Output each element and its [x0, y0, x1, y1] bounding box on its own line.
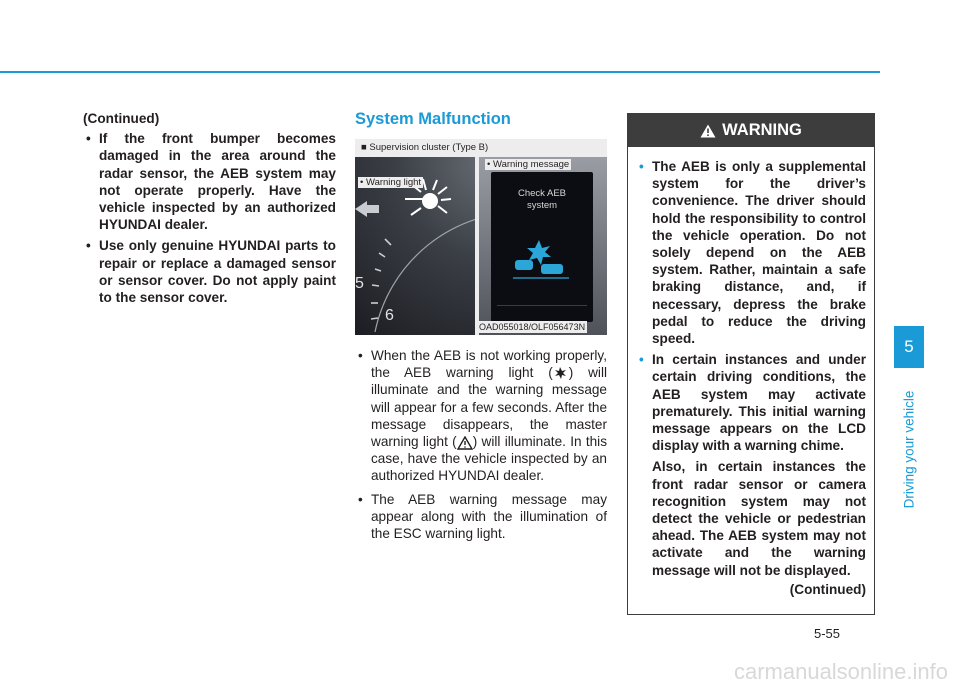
- page-number: 5-55: [814, 626, 841, 641]
- list-item: • Use only genuine HYUNDAI parts to repair or replace a damaged sensor or sensor cover. Do not apply paint to the sensor cover.: [83, 237, 336, 306]
- warning-header: [628, 114, 874, 147]
- cluster-figure: [355, 139, 607, 335]
- gauge-5-label: 5: [355, 275, 364, 292]
- middle-column: [355, 110, 607, 548]
- continued-label: (Continued): [83, 111, 160, 126]
- list-item: • When the AEB is not working properly, the AEB warning light ( ) will illuminate and the warning message will appear for a few seconds. After the message disappears, the master warning light ( ) will illuminate. In this case, have the vehicle inspected by an authorized HYUNDAI dealer.: [355, 347, 607, 485]
- warning-box: [627, 113, 875, 615]
- chapter-tab: 5: [894, 326, 924, 368]
- lcd-line-1: Check AEB: [517, 188, 567, 199]
- warning-triangle-icon: [457, 436, 473, 450]
- lcd-divider: [497, 305, 587, 306]
- lcd-line-2: system: [526, 200, 558, 211]
- left-column: [83, 110, 336, 310]
- list-item: • If the front bumper becomes damaged in the area around the radar sensor, the AEB system may not operate properly. Have the vehicle inspected by an authorized HYUNDAI dealer.: [83, 130, 336, 233]
- warning-continued: (Continued): [789, 581, 866, 597]
- list-item: • The AEB warning message may appear along with the illumination of the ESC warning light.: [355, 491, 607, 543]
- watermark: carmanualsonline.info: [733, 659, 948, 684]
- aeb-warning-light-icon: [553, 367, 569, 381]
- warning-message-label: • Warning message: [487, 159, 570, 170]
- warning-light-label: • Warning light: [360, 177, 422, 188]
- list-item: • The AEB is only a supplemental system for the driver’s convenience. The driver should hold the responsibility to control the vehicle operation. Do not solely depend on the AEB system. Rather, maintain a safe braking distance, and, if necessary, depress the brake pedal to reduce the driving speed.: [639, 158, 866, 347]
- warning-sub-paragraph: Also, in certain instances the front radar sensor or camera recognition system may not detect the vehicle or pedestrian ahead. The AEB system may not activate and the warning message will not be displayed.: [652, 459, 866, 578]
- warning-triangle-icon: [700, 124, 716, 138]
- warning-title: WARNING: [722, 121, 802, 139]
- chapter-title: Driving your vehicle: [901, 390, 917, 508]
- figure-code: OAD055018/OLF056473N: [479, 322, 586, 332]
- warning-body: [628, 147, 874, 598]
- lcd-display: [491, 172, 593, 322]
- malfunction-bullet-list: [355, 347, 607, 542]
- section-title: System Malfunction: [355, 110, 511, 128]
- figure-caption: ■ Supervision cluster (Type B): [361, 142, 489, 153]
- warning-light-panel: [355, 157, 475, 335]
- warning-bullet-list: [639, 158, 866, 454]
- gauge-6-label: 6: [385, 307, 394, 324]
- aeb-collision-icon: [513, 240, 571, 280]
- list-item: • In certain instances and under certain driving conditions, the AEB system may activate prematurely. This initial warning message appears on the LCD display with a warning chime.: [639, 351, 866, 454]
- header-rule: [0, 71, 880, 73]
- left-bullet-list: [83, 130, 336, 306]
